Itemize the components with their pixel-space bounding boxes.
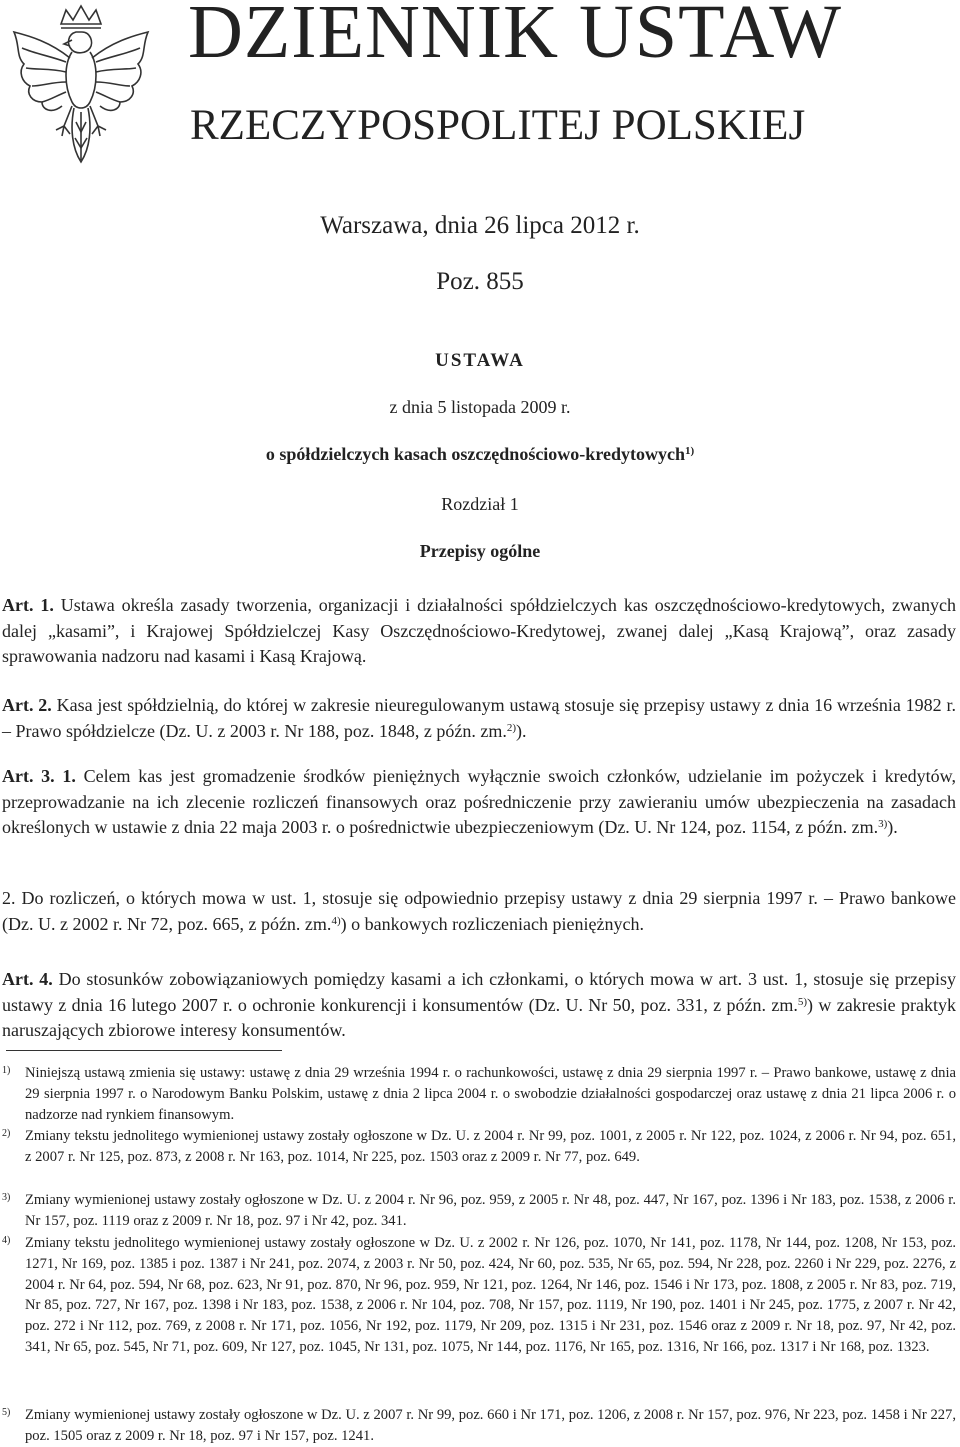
footnote-text: Zmiany wymienionej ustawy zostały ogłoszone w Dz. U. z 2004 r. Nr 96, poz. 959, z 2005 r. Nr 48, poz. 447, Nr 167, poz. 1396 i Nr 183, poz. 1538, z 2006 r. Nr 157, poz. 1119 oraz z 2009 r. Nr 18, poz. 97 i Nr 42, poz. 341. [25,1192,956,1229]
publication-date: Warszawa, dnia 26 lipca 2012 r. [320,212,640,239]
chapter-title: Przepisy ogólne [419,541,541,561]
masthead-subtitle: RZECZYPOSPOLITEJ POLSKIEJ [190,102,806,149]
footnote-text: Zmiany tekstu jednolitego wymienionej ustawy zostały ogłoszone w Dz. U. z 2002 r. Nr 126, poz. 1070, Nr 141, poz. 1178, Nr 144, poz. 1208, Nr 153, poz. 1271, Nr 169, poz. 1385 i poz. 1387 i Nr 241, poz. 2074, z 2003 r. Nr 50, poz. 424, Nr 60, poz. 535, Nr 65, poz. 594, Nr 228, poz. 2260 i Nr 229, poz. 2276, z 2004 r. Nr 64, poz. 594, Nr 68, poz. 623, Nr 91, poz. 870, Nr 96, poz. 959, Nr 121, poz. 1264, Nr 146, poz. 1546 i Nr 173, poz. 1808, z 2005 r. Nr 83, poz. 719, Nr 85, poz. 727, Nr 167, poz. 1398 i Nr 183, poz. 1538, z 2006 r. Nr 104, poz. 708, Nr 157, poz. 1119, Nr 190, poz. 1401 i Nr 245, poz. 1775, z 2007 r. Nr 42, poz. 272 i Nr 112, poz. 769, z 2008 r. Nr 171, poz. 1056, Nr 192, poz. 1179, Nr 209, poz. 1315 i Nr 231, poz. 1546 oraz z 2009 r. Nr 18, poz. 97, Nr 42, poz. 341, Nr 65, poz. 545, Nr 71, poz. 609, Nr 127, poz. 1045, Nr 131, poz. 1075, Nr 144, poz. 1176, Nr 165, poz. 1316, Nr 166, poz. 1317 i Nr 168, poz. 1323. [25,1235,956,1355]
footnote-text: Zmiany tekstu jednolitego wymienionej ustawy zostały ogłoszone w Dz. U. z 2004 r. Nr 99, poz. 1001, z 2005 r. Nr 122, poz. 1024, z 2006 r. Nr 94, poz. 651, z 2007 r. Nr 125, poz. 873, z 2008 r. Nr 163, poz. 1014, Nr 225, poz. 1503 oraz z 2009 r. Nr 77, poz. 649. [25,1128,956,1165]
footnote-5 [2,1405,956,1447]
footnote-mark: 4) [2,1235,11,1246]
footnote-ref: 3) [878,818,888,830]
footnote-ref: 5) [797,995,808,1008]
article-label: Art. 1. [2,595,54,615]
act-type: USTAWA [435,350,525,371]
footnote-ref: 2) [506,721,517,734]
article-2: Art. 2. Kasa jest spółdzielnią, do której w zakresie nieuregulowanym ustawą stosuje się przepisy ustawy z dnia 16 września 1982 r. – Prawo spółdzielcze (Dz. U. z 2003 r. Nr 188, poz. 1848, z późn. zm.$^{2)}$). [2,695,956,741]
footnote-2 [2,1126,956,1168]
article-label: Art. 4. [2,969,53,989]
footnote-mark: 1) [2,1065,11,1076]
footnote-text: Niniejszą ustawą zmienia się ustawy: ustawę z dnia 29 września 1994 r. o rachunkowości, ustawę z dnia 29 sierpnia 1997 r. – Prawo bankowe, ustawę z dnia 29 sierpnia 1997 r. o Narodowym Banku Polskim, ustawę z dnia 2 lipca 2004 r. o swobodzie działalności gospodarczej oraz ustawę z dnia 21 lipca 2006 r. o nadzorze nad rynkiem finansowym. [25,1065,956,1123]
footnote-4 [2,1233,956,1358]
article-text: 2. Do rozliczeń, o których mowa w ust. 1, stosuje się odpowiednio przepisy ustawy z dnia 29 sierpnia 1997 r. – Prawo bankowe (Dz. U. z 2002 r. Nr 72, poz. 665, z późn. zm. [2,888,956,934]
article-4: Art. 4. Do stosunków zobowiązaniowych pomiędzy kasami a ich członkami, o których mowa w art. 3 ust. 1, stosuje się przepisy ustawy z dnia 16 lutego 2007 r. o ochronie konkurencji i konsumentów (Dz. U. Nr 50, poz. 331, z późn. zm.$^{5)}$) w zakresie praktyk naruszających zbiorowe interesy konsumentów. [2,969,956,1040]
article-3-paragraph-2: 2. Do rozliczeń, o których mowa w ust. 1, stosuje się odpowiednio przepisy ustawy z dnia 29 sierpnia 1997 r. – Prawo bankowe (Dz. U. z 2002 r. Nr 72, poz. 665, z późn. zm.$^{4)}$) o bankowych rozliczeniach pieniężnych. [2,888,956,934]
masthead-title: DZIENNIK USTAW [188,0,843,74]
article-1 [2,593,956,670]
polish-eagle-emblem [6,2,156,170]
article-text: Ustawa określa zasady tworzenia, organizacji i działalności spółdzielczych kas oszczędnościowo-kredytowych, zwanych dalej „kasami”, i Krajowej Spółdzielczej Kasy Oszczędnościowo-Kredytowej, zwanej dalej „Kasą Krajową”, oraz zasady sprawowania nadzoru nad kasami i Kasą Krajową. [2,595,956,666]
chapter-label: Rozdział 1 [441,494,519,514]
act-title: o spółdzielczych kasach oszczędnościowo-kredytowych$^{1)}$ [265,444,695,464]
act-date: z dnia 5 listopada 2009 r. [389,397,571,417]
article-text: Kasa jest spółdzielnią, do której w zakresie nieuregulowanym ustawą stosuje się przepisy ustawy z dnia 16 września 1982 r. – Prawo spółdzielcze (Dz. U. z 2003 r. Nr 188, poz. 1848, z późn. zm. [2,695,956,741]
article-text: Do stosunków zobowiązaniowych pomiędzy kasami a ich członkami, o których mowa w art. 3 ust. 1, stosuje się przepisy ustawy z dnia 16 lutego 2007 r. o ochronie konkurencji i konsumentów (Dz. U. Nr 50, poz. 331, z późn. zm. [2,969,956,1015]
footnote-1 [2,1063,956,1125]
article-label: Art. 2. [2,695,52,715]
article-text: Celem kas jest gromadzenie środków pieniężnych wyłącznie swoich członków, udzielanie im pożyczek i kredytów, przeprowadzanie na ich zlecenie rozliczeń finansowych oraz pośredniczenie przy zawieraniu umów ubezpieczenia na zasadach określonych w ustawie z dnia 22 maja 2003 r. o pośrednictwie ubezpieczeniowym (Dz. U. Nr 124, poz. 1154, z późn. zm. [2,766,956,837]
footnote-3 [2,1190,956,1232]
footnote-ref: 1) [684,445,695,457]
article-3: Art. 3. 1. Celem kas jest gromadzenie środków pieniężnych wyłącznie swoich członków, udzielanie im pożyczek i kredytów, przeprowadzanie na ich zlecenie rozliczeń finansowych oraz pośredniczenie przy zawieraniu umów ubezpieczenia na zasadach określonych w ustawie z dnia 22 maja 2003 r. o pośrednictwie ubezpieczeniowym (Dz. U. Nr 124, poz. 1154, z późn. zm.$^{3)}$). [2,766,956,837]
footnote-mark: 3) [2,1192,11,1203]
footnote-divider [6,1050,282,1051]
footnote-ref: 4) [331,914,341,927]
position-number: Poz. 855 [436,268,524,295]
footnote-mark: 2) [2,1128,11,1139]
footnote-mark: 5) [2,1407,11,1418]
article-label: Art. 3. 1. [2,766,76,786]
footnote-text: Zmiany wymienionej ustawy zostały ogłoszone w Dz. U. z 2007 r. Nr 99, poz. 660 i Nr 171, poz. 1206, z 2008 r. Nr 157, poz. 976, Nr 223, poz. 1458 i Nr 227, poz. 1505 oraz z 2009 r. Nr 18, poz. 97 i Nr 157, poz. 1241. [25,1407,956,1444]
